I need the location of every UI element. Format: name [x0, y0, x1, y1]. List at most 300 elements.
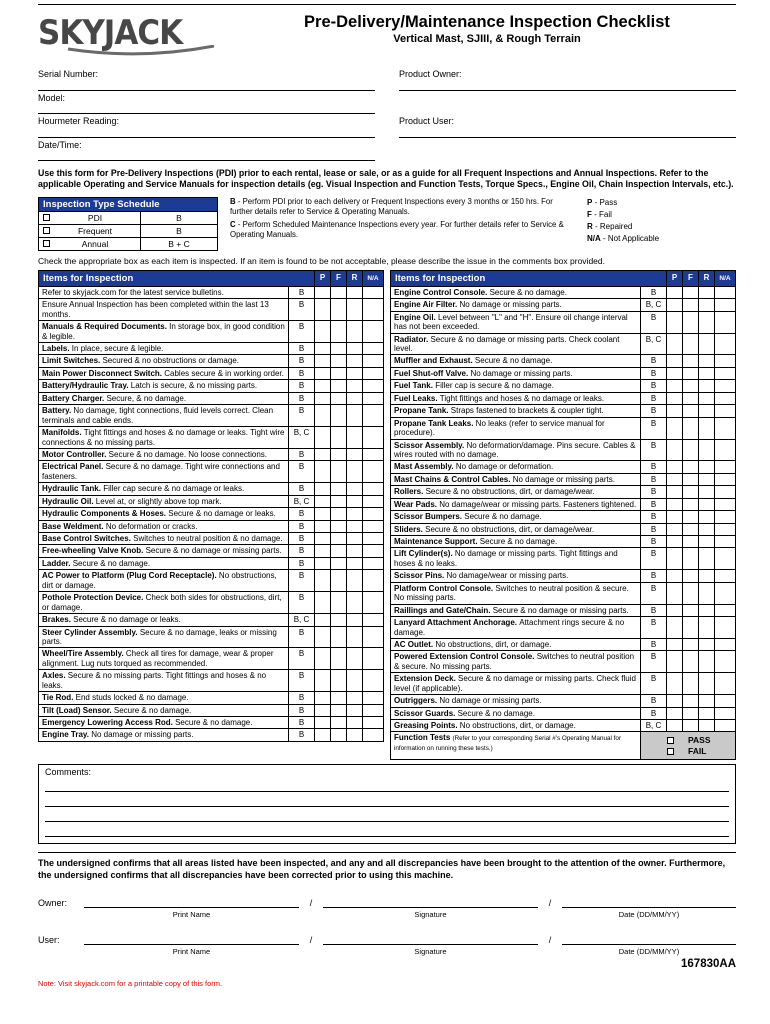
checkbox-cell-na[interactable] [715, 355, 736, 367]
item-description: Rollers. Secure & no obstructions, dirt, or damage/wear. [391, 486, 641, 498]
checkbox-cell-repaired[interactable] [347, 520, 363, 532]
checkbox-cell-repaired[interactable] [699, 486, 715, 498]
item-inspection-code: B [288, 648, 314, 670]
checkbox-cell-fail[interactable] [331, 626, 347, 648]
checkbox-cell-fail[interactable] [683, 548, 699, 570]
checkbox-cell-pass[interactable] [315, 508, 331, 520]
checkbox-cell-fail[interactable] [683, 311, 699, 333]
item-description: Lift Cylinder(s). No damage or missing parts. Tight fittings and hoses & no leaks. [391, 548, 641, 570]
checkbox-cell-pass[interactable] [667, 461, 683, 473]
checkbox-cell-pass[interactable] [667, 582, 683, 604]
checkbox-cell-fail[interactable] [331, 533, 347, 545]
checkbox-cell-fail[interactable] [331, 648, 347, 670]
checkbox-cell-na[interactable] [363, 392, 384, 404]
checkbox-cell-pass[interactable] [667, 638, 683, 650]
checkbox-cell-fail[interactable] [331, 367, 347, 379]
checkbox-cell-pass[interactable] [315, 380, 331, 392]
checkbox-cell-na[interactable] [715, 536, 736, 548]
checkbox-cell-pass[interactable] [667, 439, 683, 461]
checkbox-cell-pass[interactable] [667, 523, 683, 535]
inspection-item-row [39, 355, 384, 367]
checkbox-cell-na[interactable] [715, 439, 736, 461]
checkbox-cell-repaired[interactable] [347, 427, 363, 449]
checkbox-cell-pass[interactable] [667, 286, 683, 298]
checkbox-cell-pass[interactable] [667, 604, 683, 616]
checkbox-cell-na[interactable] [363, 729, 384, 741]
owner-signature-line[interactable] [323, 895, 538, 908]
inspection-item-row [391, 604, 736, 616]
checkbox-cell-fail[interactable] [683, 695, 699, 707]
user-date-line[interactable] [562, 932, 736, 945]
item-description: Limit Switches. Secured & no obstructions or damage. [39, 355, 289, 367]
comment-line[interactable] [45, 822, 729, 837]
checkbox-cell-repaired[interactable] [347, 392, 363, 404]
checkbox-cell-pass[interactable] [315, 614, 331, 626]
checkbox-cell-fail[interactable] [683, 511, 699, 523]
checkbox-cell-pass[interactable] [315, 670, 331, 692]
checkbox-cell-repaired[interactable] [699, 461, 715, 473]
checkbox-cell-na[interactable] [363, 557, 384, 569]
checkbox-cell-pass[interactable] [667, 707, 683, 719]
checkbox-cell-fail[interactable] [683, 392, 699, 404]
checkbox-cell-na[interactable] [363, 367, 384, 379]
checkbox-cell-fail[interactable] [331, 299, 347, 321]
checkbox-cell-fail[interactable] [331, 570, 347, 592]
checkbox-cell-na[interactable] [363, 692, 384, 704]
item-inspection-code: B [640, 673, 666, 695]
checkbox-cell-fail[interactable] [683, 638, 699, 650]
checkbox-cell-na[interactable] [363, 592, 384, 614]
schedule-pdi-label: PDI [87, 212, 103, 223]
item-inspection-code: B [640, 695, 666, 707]
checkbox-cell-repaired[interactable] [347, 648, 363, 670]
checkbox-cell-pass[interactable] [667, 570, 683, 582]
checkbox-cell-repaired[interactable] [699, 582, 715, 604]
checkbox-cell-fail[interactable] [683, 673, 699, 695]
checkbox-cell-na[interactable] [715, 604, 736, 616]
checkbox-cell-fail[interactable] [683, 333, 699, 355]
checkbox-cell-pass[interactable] [315, 299, 331, 321]
product-user-field[interactable] [399, 114, 736, 138]
checkbox-cell-na[interactable] [363, 299, 384, 321]
checkbox-cell-pass[interactable] [667, 695, 683, 707]
checkbox-cell-pass[interactable] [315, 461, 331, 483]
checkbox-cell-pass[interactable] [315, 729, 331, 741]
checkbox-cell-na[interactable] [715, 299, 736, 311]
owner-signature-captions [38, 910, 736, 919]
checkbox-cell-repaired[interactable] [347, 355, 363, 367]
checkbox-cell-fail[interactable] [683, 367, 699, 379]
inspection-item-row [391, 707, 736, 719]
checkbox-cell-pass[interactable] [315, 448, 331, 460]
checkbox-cell-fail[interactable] [683, 439, 699, 461]
inspection-item-row [391, 486, 736, 498]
comment-line[interactable] [45, 792, 729, 807]
checkbox-cell-fail[interactable] [683, 299, 699, 311]
checkbox-cell-na[interactable] [363, 427, 384, 449]
checkbox-cell-repaired[interactable] [699, 617, 715, 639]
schedule-annual-code: B + C [141, 237, 218, 250]
legend-c-key: C [230, 220, 236, 230]
checkbox-cell-na[interactable] [363, 461, 384, 483]
comment-line[interactable] [45, 777, 729, 792]
checkbox-cell-repaired[interactable] [699, 720, 715, 732]
checkbox-cell-pass[interactable] [667, 311, 683, 333]
checkbox-cell-pass[interactable] [315, 495, 331, 507]
checkbox-cell-fail[interactable] [683, 720, 699, 732]
checkbox-cell-fail[interactable] [683, 617, 699, 639]
checkbox-cell-na[interactable] [715, 617, 736, 639]
checkbox-cell-na[interactable] [363, 343, 384, 355]
checkbox-cell-repaired[interactable] [347, 321, 363, 343]
checkbox-cell-na[interactable] [715, 473, 736, 485]
checkbox-cell-fail[interactable] [683, 461, 699, 473]
user-print-name-line[interactable] [84, 932, 299, 945]
checkbox-cell-fail[interactable] [683, 536, 699, 548]
annual-checkbox[interactable] [43, 240, 50, 247]
checkbox-cell-na[interactable] [363, 405, 384, 427]
checkbox-cell-na[interactable] [363, 648, 384, 670]
item-inspection-code: B [288, 343, 314, 355]
checkbox-cell-na[interactable] [363, 321, 384, 343]
checkbox-cell-fail[interactable] [683, 707, 699, 719]
checkbox-cell-pass[interactable] [315, 704, 331, 716]
checkbox-cell-repaired[interactable] [347, 448, 363, 460]
legend-pass-key: P [587, 197, 593, 207]
frequent-checkbox[interactable] [43, 227, 50, 234]
checkbox-cell-repaired[interactable] [347, 299, 363, 321]
checkbox-cell-fail[interactable] [331, 692, 347, 704]
checkbox-cell-fail[interactable] [331, 380, 347, 392]
checkbox-cell-na[interactable] [715, 498, 736, 510]
checkbox-cell-fail[interactable] [331, 557, 347, 569]
checkbox-cell-repaired[interactable] [699, 523, 715, 535]
checkbox-cell-fail[interactable] [331, 321, 347, 343]
checkbox-cell-fail[interactable] [331, 508, 347, 520]
checkbox-cell-na[interactable] [363, 495, 384, 507]
checkbox-cell-repaired[interactable] [699, 286, 715, 298]
checkbox-cell-repaired[interactable] [699, 311, 715, 333]
checkbox-cell-repaired[interactable] [347, 533, 363, 545]
checkbox-cell-fail[interactable] [683, 380, 699, 392]
hourmeter-label: Hourmeter Reading: [38, 116, 120, 126]
checkbox-cell-repaired[interactable] [699, 417, 715, 439]
checkbox-cell-pass[interactable] [315, 343, 331, 355]
inspection-item-row [391, 299, 736, 311]
checkbox-cell-repaired[interactable] [699, 367, 715, 379]
checkbox-cell-na[interactable] [715, 548, 736, 570]
serial-number-field[interactable] [38, 67, 375, 91]
checkbox-cell-na[interactable] [715, 582, 736, 604]
title-block [238, 11, 736, 45]
checkbox-cell-pass[interactable] [315, 592, 331, 614]
checkbox-cell-fail[interactable] [331, 343, 347, 355]
checkbox-cell-pass[interactable] [667, 511, 683, 523]
checkbox-cell-repaired[interactable] [699, 392, 715, 404]
checkbox-cell-repaired[interactable] [347, 592, 363, 614]
item-inspection-code: B [288, 592, 314, 614]
checkbox-cell-na[interactable] [715, 417, 736, 439]
schedule-frequent-cell [39, 224, 141, 237]
checkbox-cell-na[interactable] [715, 651, 736, 673]
checkbox-cell-fail[interactable] [331, 729, 347, 741]
checkbox-cell-na[interactable] [715, 695, 736, 707]
checkbox-cell-repaired[interactable] [347, 495, 363, 507]
checkbox-cell-na[interactable] [715, 392, 736, 404]
checkbox-cell-repaired[interactable] [347, 670, 363, 692]
checkbox-cell-repaired[interactable] [347, 286, 363, 298]
checkbox-cell-repaired[interactable] [699, 695, 715, 707]
legend-na-text: - Not Applicable [603, 233, 660, 243]
checkbox-cell-fail[interactable] [683, 651, 699, 673]
inspection-item-row [391, 523, 736, 535]
comments-box[interactable] [38, 764, 736, 844]
checkbox-cell-fail[interactable] [683, 570, 699, 582]
checkbox-cell-fail[interactable] [331, 495, 347, 507]
inspection-item-row [39, 427, 384, 449]
checkbox-cell-na[interactable] [363, 533, 384, 545]
checkbox-cell-pass[interactable] [315, 692, 331, 704]
checkbox-cell-na[interactable] [715, 311, 736, 333]
checkbox-cell-repaired[interactable] [347, 483, 363, 495]
checkbox-cell-pass[interactable] [315, 286, 331, 298]
checkbox-cell-pass[interactable] [315, 321, 331, 343]
checkbox-cell-fail[interactable] [331, 427, 347, 449]
inspection-item-row [39, 380, 384, 392]
checkbox-cell-fail[interactable] [331, 614, 347, 626]
checkbox-cell-fail[interactable] [683, 405, 699, 417]
checkbox-cell-fail[interactable] [331, 717, 347, 729]
checkbox-cell-fail[interactable] [331, 286, 347, 298]
checkbox-cell-repaired[interactable] [347, 717, 363, 729]
checkbox-cell-fail[interactable] [331, 461, 347, 483]
checkbox-cell-pass[interactable] [315, 533, 331, 545]
checkbox-cell-repaired[interactable] [347, 508, 363, 520]
item-description: Free-wheeling Valve Knob. Secure & no damage or missing parts. [39, 545, 289, 557]
checkbox-cell-na[interactable] [363, 448, 384, 460]
item-inspection-code: B [640, 604, 666, 616]
checkbox-cell-pass[interactable] [667, 536, 683, 548]
checkbox-cell-repaired[interactable] [347, 626, 363, 648]
checkbox-cell-repaired[interactable] [347, 461, 363, 483]
checkbox-cell-fail[interactable] [331, 704, 347, 716]
checkbox-cell-na[interactable] [363, 508, 384, 520]
legend-b-key: B [230, 196, 236, 206]
checkbox-cell-na[interactable] [715, 720, 736, 732]
checkbox-cell-na[interactable] [715, 486, 736, 498]
checkbox-cell-na[interactable] [363, 545, 384, 557]
legend-na-key: N/A [587, 233, 601, 243]
checkbox-cell-fail[interactable] [331, 448, 347, 460]
checkbox-cell-na[interactable] [715, 673, 736, 695]
checkbox-cell-fail[interactable] [683, 286, 699, 298]
owner-date-line[interactable] [562, 895, 736, 908]
checkbox-cell-pass[interactable] [315, 405, 331, 427]
checkbox-cell-fail[interactable] [683, 486, 699, 498]
checkbox-cell-repaired[interactable] [699, 333, 715, 355]
checkbox-cell-pass[interactable] [667, 473, 683, 485]
checkbox-cell-repaired[interactable] [699, 511, 715, 523]
date-caption: Date (DD/MM/YY) [618, 909, 680, 919]
checkbox-cell-repaired[interactable] [347, 729, 363, 741]
print-name-caption: Print Name [172, 946, 211, 956]
product-owner-field[interactable] [399, 67, 736, 91]
checkbox-cell-fail[interactable] [331, 592, 347, 614]
checkbox-cell-fail[interactable] [331, 483, 347, 495]
checkbox-cell-na[interactable] [363, 286, 384, 298]
checkbox-cell-repaired[interactable] [347, 614, 363, 626]
checkbox-cell-repaired[interactable] [699, 473, 715, 485]
checkbox-cell-fail[interactable] [331, 520, 347, 532]
checkbox-cell-repaired[interactable] [699, 536, 715, 548]
checkbox-cell-pass[interactable] [667, 417, 683, 439]
checkbox-cell-repaired[interactable] [699, 439, 715, 461]
checkbox-cell-na[interactable] [363, 570, 384, 592]
checkbox-cell-pass[interactable] [667, 548, 683, 570]
separator-slash: / [548, 934, 552, 945]
checkbox-cell-repaired[interactable] [347, 704, 363, 716]
checkbox-cell-fail[interactable] [683, 417, 699, 439]
inspection-item-row [39, 461, 384, 483]
item-inspection-code: B [640, 707, 666, 719]
checkbox-cell-pass[interactable] [667, 299, 683, 311]
owner-print-name-line[interactable] [84, 895, 299, 908]
model-field[interactable] [38, 91, 375, 115]
checkbox-cell-na[interactable] [715, 523, 736, 535]
checkbox-cell-pass[interactable] [315, 483, 331, 495]
checkbox-cell-na[interactable] [715, 405, 736, 417]
checkbox-cell-na[interactable] [715, 380, 736, 392]
checkbox-cell-pass[interactable] [315, 557, 331, 569]
checkbox-cell-pass[interactable] [667, 392, 683, 404]
checkbox-cell-pass[interactable] [315, 626, 331, 648]
checkbox-cell-repaired[interactable] [347, 545, 363, 557]
item-description: Powered Extension Control Console. Switches to neutral position & secure. No missing parts. [391, 651, 641, 673]
checkbox-cell-na[interactable] [715, 333, 736, 355]
checkbox-cell-fail[interactable] [331, 545, 347, 557]
checkbox-cell-repaired[interactable] [699, 498, 715, 510]
checkbox-cell-pass[interactable] [667, 651, 683, 673]
checkbox-cell-pass[interactable] [667, 617, 683, 639]
inspection-item-row [391, 570, 736, 582]
checkbox-cell-repaired[interactable] [699, 604, 715, 616]
checkbox-cell-pass[interactable] [315, 717, 331, 729]
fail-checkbox[interactable] [667, 748, 674, 755]
checkbox-cell-pass[interactable] [667, 498, 683, 510]
checkbox-cell-na[interactable] [363, 670, 384, 692]
checkbox-cell-na[interactable] [715, 286, 736, 298]
checkbox-cell-repaired[interactable] [347, 570, 363, 592]
inspection-item-row [391, 311, 736, 333]
checkbox-cell-fail[interactable] [683, 473, 699, 485]
inspection-item-row [391, 473, 736, 485]
checkbox-cell-na[interactable] [363, 614, 384, 626]
item-description: Wear Pads. No damage/wear or missing parts. Fasteners tightened. [391, 498, 641, 510]
checkbox-cell-pass[interactable] [315, 392, 331, 404]
checkbox-cell-pass[interactable] [667, 486, 683, 498]
checkbox-cell-na[interactable] [715, 461, 736, 473]
checkbox-cell-fail[interactable] [683, 582, 699, 604]
inspection-item-row [391, 439, 736, 461]
checkbox-cell-repaired[interactable] [347, 367, 363, 379]
checkbox-cell-na[interactable] [715, 570, 736, 582]
datetime-field[interactable] [38, 138, 375, 162]
checkbox-cell-repaired[interactable] [699, 638, 715, 650]
checkbox-cell-repaired[interactable] [347, 405, 363, 427]
checkbox-cell-pass[interactable] [315, 648, 331, 670]
checkbox-cell-pass[interactable] [667, 720, 683, 732]
checkbox-cell-repaired[interactable] [347, 692, 363, 704]
checkbox-cell-repaired[interactable] [347, 343, 363, 355]
item-inspection-code: B [640, 405, 666, 417]
checkbox-cell-pass[interactable] [667, 355, 683, 367]
checkbox-cell-repaired[interactable] [699, 570, 715, 582]
checkbox-cell-repaired[interactable] [699, 707, 715, 719]
checkbox-cell-repaired[interactable] [347, 557, 363, 569]
hourmeter-field[interactable] [38, 114, 375, 138]
checkbox-cell-na[interactable] [363, 704, 384, 716]
checkbox-cell-fail[interactable] [331, 392, 347, 404]
checkbox-cell-na[interactable] [363, 626, 384, 648]
checkbox-cell-fail[interactable] [331, 405, 347, 427]
checkbox-cell-na[interactable] [363, 483, 384, 495]
checkbox-cell-fail[interactable] [683, 523, 699, 535]
checkbox-cell-repaired[interactable] [699, 355, 715, 367]
checkbox-cell-na[interactable] [363, 380, 384, 392]
inspection-tables [38, 270, 736, 761]
item-description: Wheel/Tire Assembly. Check all tires for damage, wear & proper alignment. Lug nuts torqued as recommended. [39, 648, 289, 670]
comment-line[interactable] [45, 807, 729, 822]
checkbox-cell-na[interactable] [715, 707, 736, 719]
checkbox-cell-fail[interactable] [683, 498, 699, 510]
checkbox-cell-pass[interactable] [667, 673, 683, 695]
checkbox-cell-pass[interactable] [315, 520, 331, 532]
checkbox-cell-na[interactable] [715, 638, 736, 650]
item-description: Lanyard Attachment Anchorage. Attachment rings secure & no damage. [391, 617, 641, 639]
checkbox-cell-pass[interactable] [315, 355, 331, 367]
checkbox-cell-na[interactable] [715, 367, 736, 379]
checkbox-cell-pass[interactable] [315, 367, 331, 379]
checkbox-cell-repaired[interactable] [699, 548, 715, 570]
checkbox-cell-repaired[interactable] [699, 299, 715, 311]
checkbox-cell-pass[interactable] [667, 380, 683, 392]
checkbox-cell-pass[interactable] [315, 570, 331, 592]
pass-checkbox[interactable] [667, 737, 674, 744]
user-signature-line[interactable] [323, 932, 538, 945]
checkbox-cell-fail[interactable] [331, 355, 347, 367]
checkbox-cell-na[interactable] [363, 520, 384, 532]
checkbox-cell-na[interactable] [363, 355, 384, 367]
item-inspection-code: B [640, 498, 666, 510]
checkbox-cell-repaired[interactable] [699, 405, 715, 417]
checkbox-cell-pass[interactable] [667, 333, 683, 355]
checkbox-cell-pass[interactable] [667, 405, 683, 417]
checkbox-cell-pass[interactable] [315, 427, 331, 449]
item-description: Mast Chains & Control Cables. No damage or missing parts. [391, 473, 641, 485]
checkbox-cell-na[interactable] [715, 511, 736, 523]
checkbox-cell-na[interactable] [363, 717, 384, 729]
checkbox-cell-fail[interactable] [683, 355, 699, 367]
checkbox-cell-fail[interactable] [683, 604, 699, 616]
checkbox-cell-pass[interactable] [667, 367, 683, 379]
pdi-checkbox[interactable] [43, 214, 50, 221]
checkbox-cell-repaired[interactable] [699, 380, 715, 392]
checkbox-cell-pass[interactable] [315, 545, 331, 557]
checkbox-cell-fail[interactable] [331, 670, 347, 692]
checkbox-cell-repaired[interactable] [699, 651, 715, 673]
checkbox-cell-repaired[interactable] [699, 673, 715, 695]
checkbox-cell-repaired[interactable] [347, 380, 363, 392]
